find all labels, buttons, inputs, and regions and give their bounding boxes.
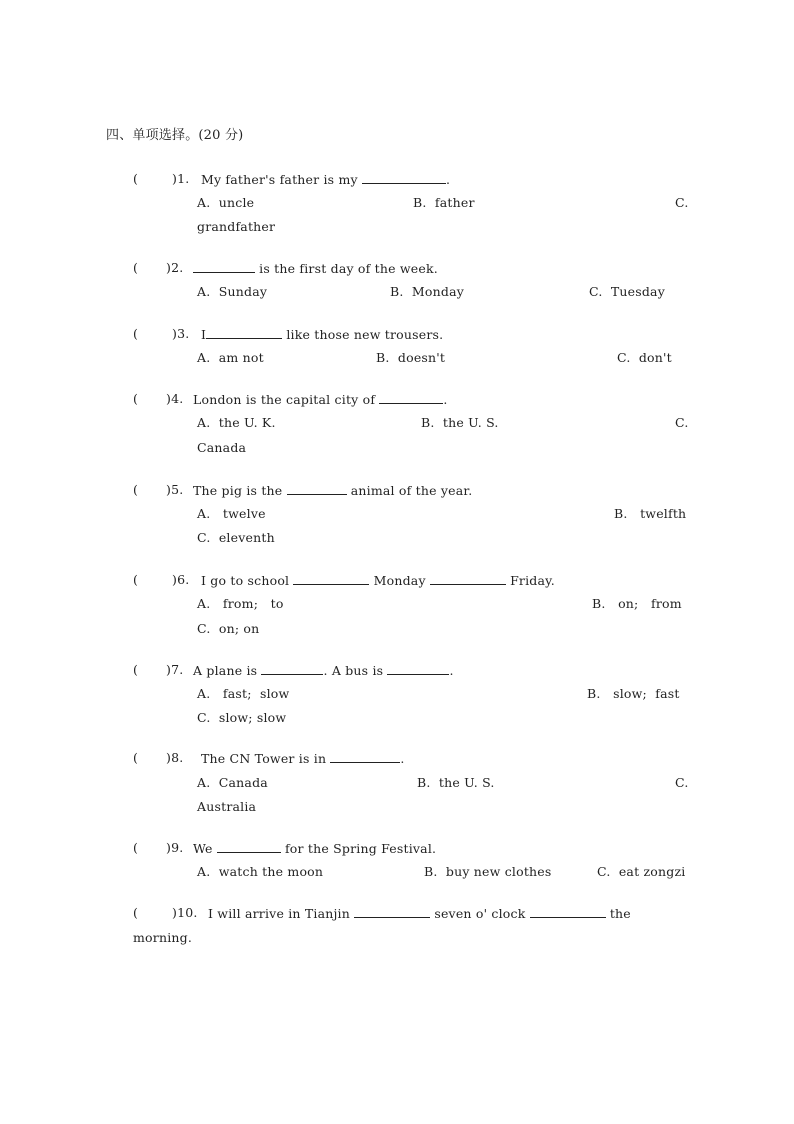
question-4-option-b[interactable]: B. the U. S.	[421, 415, 499, 430]
question-4-option-c[interactable]: C.	[675, 415, 689, 430]
answer-blank[interactable]	[193, 260, 255, 273]
question-8-option-c[interactable]: C.	[675, 775, 689, 790]
question-9-stem: We for the Spring Festival.	[193, 841, 437, 856]
question-4-stem: London is the capital city of .	[193, 392, 448, 407]
answer-blank[interactable]	[206, 326, 282, 339]
question-8-number: )8.	[166, 750, 184, 765]
question-10-stem: I will arrive in Tianjin seven o' clock the	[208, 906, 631, 921]
question-5-option-c[interactable]: C. eleventh	[197, 530, 275, 545]
question-1-option-c-text: grandfather	[197, 219, 276, 234]
answer-paren: (	[133, 905, 139, 920]
answer-paren: (	[133, 840, 139, 855]
answer-paren: (	[133, 572, 139, 587]
question-8-option-a[interactable]: A. Canada	[197, 775, 268, 790]
question-3-option-b[interactable]: B. doesn't	[376, 350, 446, 365]
question-2-option-c[interactable]: C. Tuesday	[589, 284, 665, 299]
question-1-stem: My father's father is my .	[201, 172, 451, 187]
answer-blank[interactable]	[430, 572, 506, 585]
answer-paren: (	[133, 662, 139, 677]
question-7-option-a[interactable]: A. fast; slow	[197, 686, 290, 701]
question-3-option-a[interactable]: A. am not	[197, 350, 264, 365]
answer-blank[interactable]	[293, 572, 369, 585]
question-2-option-b[interactable]: B. Monday	[390, 284, 464, 299]
question-9-option-c[interactable]: C. eat zongzi	[597, 864, 686, 879]
answer-blank[interactable]	[261, 662, 323, 675]
question-6-option-a[interactable]: A. from; to	[197, 596, 284, 611]
question-9-option-a[interactable]: A. watch the moon	[197, 864, 324, 879]
question-7-option-b[interactable]: B. slow; fast	[587, 686, 680, 701]
question-5-stem: The pig is the animal of the year.	[193, 483, 473, 498]
answer-paren: (	[133, 482, 139, 497]
question-7-option-c[interactable]: C. slow; slow	[197, 710, 287, 725]
question-7-number: )7.	[166, 662, 184, 677]
answer-blank[interactable]	[354, 905, 430, 918]
question-2-option-a[interactable]: A. Sunday	[197, 284, 268, 299]
question-6-option-c[interactable]: C. on; on	[197, 621, 260, 636]
question-4-option-c-text: Canada	[197, 440, 247, 455]
answer-blank[interactable]	[217, 840, 281, 853]
question-5-number: )5.	[166, 482, 184, 497]
answer-paren: (	[133, 391, 139, 406]
answer-blank[interactable]	[330, 750, 400, 763]
question-6-number: )6.	[172, 572, 190, 587]
question-5-option-a[interactable]: A. twelve	[197, 506, 266, 521]
question-5-option-b[interactable]: B. twelfth	[614, 506, 687, 521]
section-title: 四、单项选择。(20 分)	[106, 128, 244, 143]
question-1-option-c[interactable]: C.	[675, 195, 689, 210]
question-4-option-a[interactable]: A. the U. K.	[197, 415, 276, 430]
question-10-number: )10.	[172, 905, 198, 920]
question-8-option-b[interactable]: B. the U. S.	[417, 775, 495, 790]
answer-blank[interactable]	[530, 905, 606, 918]
answer-blank[interactable]	[379, 391, 443, 404]
question-9-number: )9.	[166, 840, 184, 855]
question-6-stem: I go to school Monday Friday.	[201, 573, 555, 588]
question-7-stem: A plane is . A bus is .	[193, 663, 454, 678]
question-1-option-a[interactable]: A. uncle	[197, 195, 255, 210]
answer-blank[interactable]	[387, 662, 449, 675]
question-9-option-b[interactable]: B. buy new clothes	[424, 864, 552, 879]
question-3-option-c[interactable]: C. don't	[617, 350, 672, 365]
answer-paren: (	[133, 750, 139, 765]
question-2-number: )2.	[166, 260, 184, 275]
question-8-option-c-text: Australia	[197, 799, 257, 814]
answer-paren: (	[133, 171, 139, 186]
question-3-number: )3.	[172, 326, 190, 341]
answer-paren: (	[133, 260, 139, 275]
question-10-stem-continued: morning.	[133, 930, 193, 945]
answer-blank[interactable]	[362, 171, 446, 184]
question-4-number: )4.	[166, 391, 184, 406]
question-2-stem: is the first day of the week.	[193, 260, 438, 277]
question-1-option-b[interactable]: B. father	[413, 195, 475, 210]
question-3-stem: I like those new trousers.	[201, 327, 444, 342]
question-1-number: )1.	[172, 171, 190, 186]
question-8-stem: The CN Tower is in .	[201, 751, 405, 766]
answer-paren: (	[133, 326, 139, 341]
answer-blank[interactable]	[287, 482, 347, 495]
question-6-option-b[interactable]: B. on; from	[592, 596, 682, 611]
